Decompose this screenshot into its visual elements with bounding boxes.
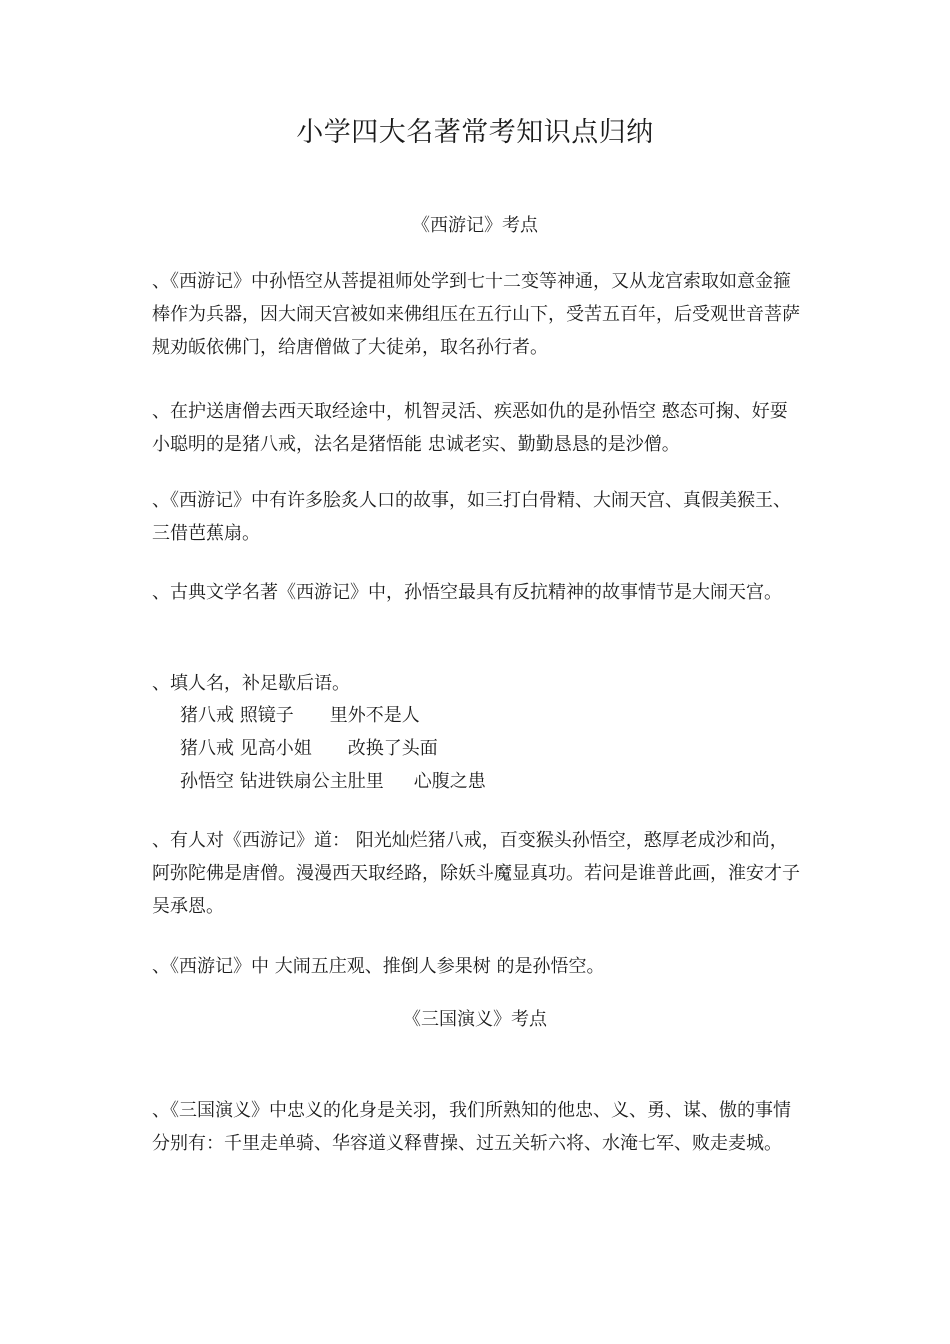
xiehouyu-line-2 xyxy=(180,732,438,765)
xiehouyu-line-1 xyxy=(180,699,420,732)
xiehouyu-line-3 xyxy=(180,765,486,798)
paragraph-2: 、在护送唐僧去西天取经途中，机智灵活、疾恶如仇的是孙悟空 憨态可掬、好耍小聪明的是猪八戒，法名是猪悟能 忠诚老实、勤勤恳恳的是沙僧。 xyxy=(152,401,788,455)
paragraph-1: 、《西游记》中孙悟空从菩提祖师处学到七十二变等神通，又从龙宫索取如意金箍棒作为兵器，因大闹天宫被如来佛组压在五行山下，受苦五百年，后受观世音菩萨规劝皈依佛门，给唐僧做了大徒弟，取名孙行者。 xyxy=(152,271,800,358)
section-heading-sanguo: 《三国演义》考点 xyxy=(403,1009,547,1030)
paragraph-8: 、《三国演义》中忠义的化身是关羽，我们所熟知的他忠、义、勇、谋、傲的事情分别有：千里走单骑、华容道义释曹操、过五关斩六将、水淹七军、败走麦城。 xyxy=(152,1100,791,1154)
paragraph-4: 、古典文学名著《西游记》中，孙悟空最具有反抗精神的故事情节是大闹天宫。 xyxy=(152,582,782,603)
xiehouyu-prefix: 孙悟空 钻进铁扇公主肚里 xyxy=(180,771,384,792)
section-heading-xiyouji: 《西游记》考点 xyxy=(412,215,538,236)
paragraph-3: 、《西游记》中有许多脍炙人口的故事，如三打白骨精、大闹天宫、真假美猴王、三借芭蕉扇。 xyxy=(152,490,791,544)
paragraph-5: 、填人名，补足歇后语。 xyxy=(152,673,350,694)
xiehouyu-prefix: 猪八戒 见高小姐 xyxy=(180,738,312,759)
xiehouyu-answer: 里外不是人 xyxy=(329,705,420,726)
xiehouyu-answer: 心腹之患 xyxy=(413,771,486,792)
paragraph-6: 、有人对《西游记》道： 阳光灿烂猪八戒，百变猴头孙悟空，憨厚老成沙和尚，阿弥陀佛是唐僧。漫漫西天取经路，除妖斗魔显真功。若问是谁普此画，淮安才子吴承恩。 xyxy=(152,830,800,917)
xiehouyu-answer: 改换了头面 xyxy=(347,738,438,759)
document-title: 小学四大名著常考知识点归纳 xyxy=(296,117,654,148)
paragraph-7: 、《西游记》中 大闹五庄观、推倒人参果树 的是孙悟空。 xyxy=(152,956,605,977)
xiehouyu-prefix: 猪八戒 照镜子 xyxy=(180,705,294,726)
